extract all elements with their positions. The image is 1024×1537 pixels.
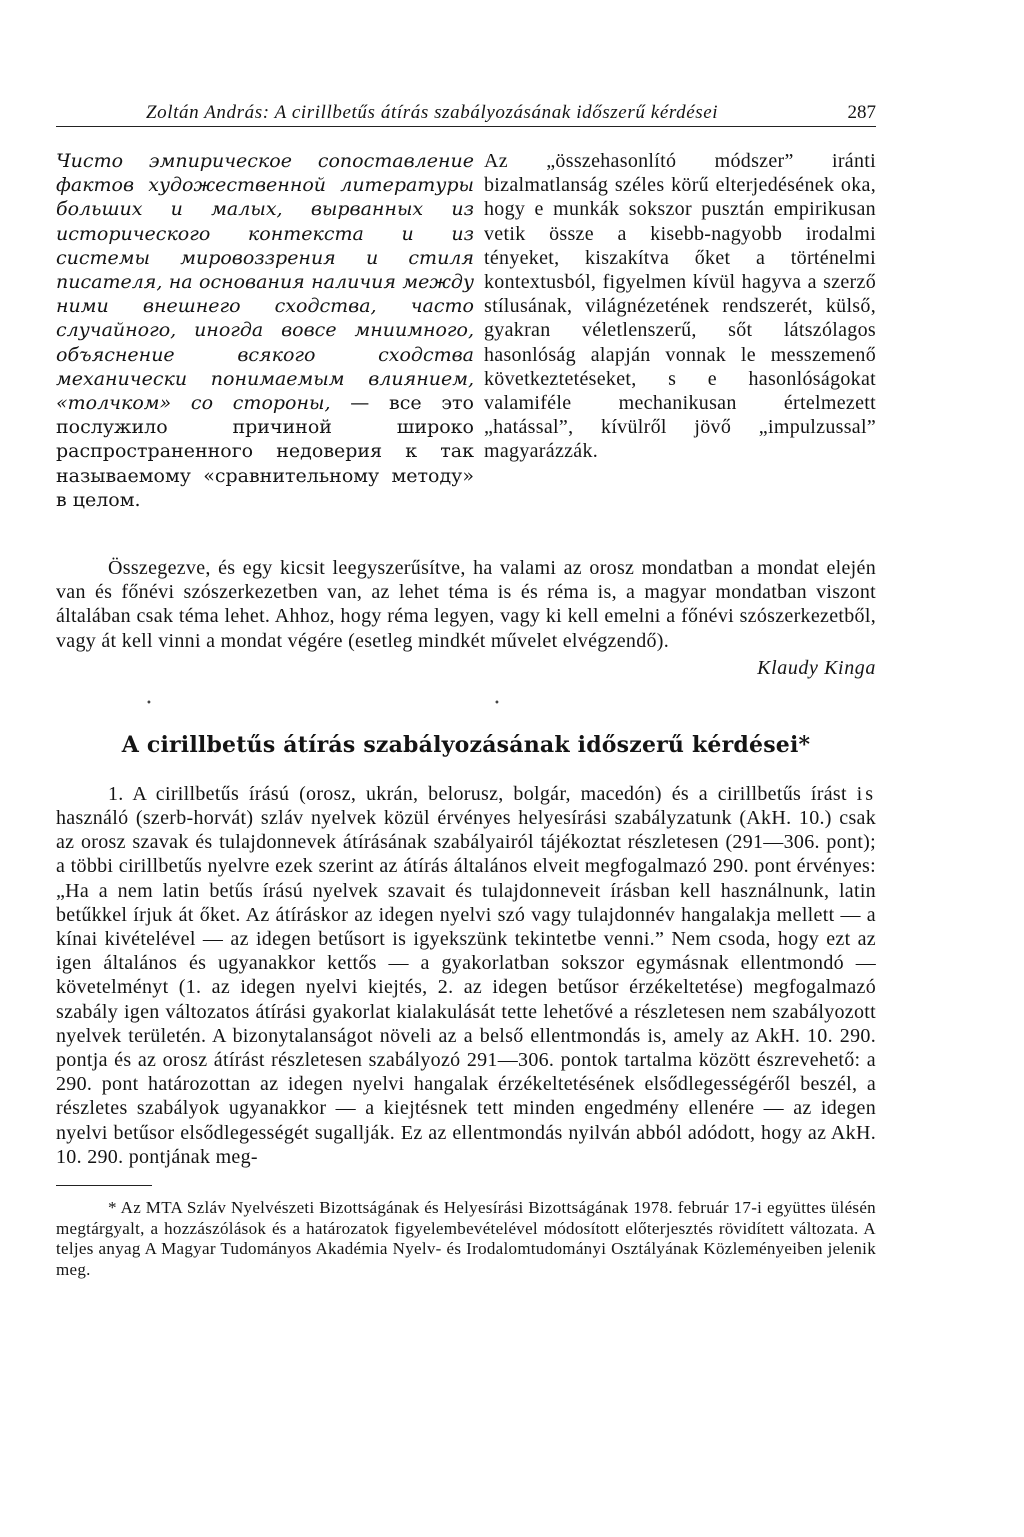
footnote: * Az MTA Szláv Nyelvészeti Bizottságának és Helyesírási Bizottságának 1978. február 17-i együttes ülésén megtárgyalt, a hozzászólások és a határozatok figyelembevételével módosított előterjesztés rövidített változata. A teljes anyag A Magyar Tudományos Akadémia Nyelv- és Irodalomtudományi Osztályának Közleményeiben jelenik meg. bbox=[56, 1198, 876, 1279]
running-title: Zoltán András: A cirillbetűs átírás szabályozásának időszerű kérdései bbox=[146, 102, 719, 123]
russian-regular-text: — все это послужило причиной широко распространенного недоверия к так называемому «сравнительному методу» в целом. bbox=[56, 392, 475, 511]
separator-dot: • bbox=[146, 697, 152, 709]
article-text-end: használó (szerb-horvát) szláv nyelvek közül érvényes helyesírási szabályzatunk (AkH. 10.) csak az orosz szavak és tulajdonnevek átírásának szabályairól tájékoztat részletesen (291—306. pont); a többi cirillbetűs nyelvre ezek szerint az átírás általános elveit megfogalmazó 290. pont érvényes: „Ha a nem latin betűs írású nyelvek szavait és tulajdonneveit írásban kell használnunk, latin betűkkel írjuk át őket. Az átíráskor az idegen nyelvi szó vagy tulajdonnév hangalakja mellett — a kínai kivételével — az idegen betűsort is igyekszünk tekintetbe venni.” Nem csoda, hogy ezt az igen általános és ugyanakkor kettős — a gyakorlatban sokszor egymásnak ellentmondó — követelményt (1. az idegen nyelvi kiejtés, 2. az idegen betűsor érzékeltetése) megfogalmazó szabály igen változatos átírási gyakorlat kialakulását tette lehetővé a részletesen nem szabályozott nyelvek területén. A bizonytalanságot növeli az a belső ellentmondás is, amely az AkH. 10. 290. pontja és az orosz átírást részletesen szabályozó 291—306. pontok tartalma között észrevehető: a 290. pont határozottan az idegen nyelvi hangalak érzékeltetésének elsődlegességéről beszél, a részletes szabályok ugyanakkor — a kiejtésnek tett minden engedmény ellenére — az idegen nyelvi betűsor elsődlegességét sugallják. Ez az ellentmondás nyilván abból adódott, hogy az AkH. 10. 290. pontjának meg- bbox=[56, 807, 876, 1168]
article-text-spaced: is bbox=[856, 782, 876, 805]
article-title: A cirillbetűs átírás szabályozásának időszerű kérdései* bbox=[121, 731, 811, 758]
page bbox=[56, 96, 876, 1280]
separator-dot: • bbox=[494, 697, 500, 709]
footnote-rule bbox=[56, 1185, 152, 1186]
page-number: 287 bbox=[847, 102, 876, 123]
article-paragraph bbox=[56, 782, 876, 1169]
separator-dots bbox=[56, 680, 876, 720]
russian-italic-text: Чисто эмпирическое сопоставление фактов художественной литературы больших и малых, вырванных из исторического контекста и из системы мировоззрения и стиля писателя, на основания наличия между ними внешнего сходства, часто случайного, иногда вовсе мниимного, объяснение всякого сходства механически понимаемым влиянием, «толчком» со стороны, bbox=[56, 150, 474, 415]
comparison-columns bbox=[56, 149, 876, 544]
running-head bbox=[56, 96, 876, 127]
article-text-start: 1. A cirillbetűs írású (orosz, ukrán, belorusz, bolgár, macedón) és a cirillbetűs írást bbox=[108, 782, 857, 805]
author-signature: Klaudy Kinga bbox=[757, 656, 876, 679]
russian-column bbox=[56, 149, 474, 512]
hungarian-column: Az „összehasonlító módszer” iránti bizalmatlanság széles körű elterjedésének oka, hogy e munkák sokszor pusztán empirikusan vetik össze a kisebb-nagyobb irodalmi tényeket, kiszakítva őket a történelmi kontextusból, figyelmen kívül hagyva a szerző stílusának, világnézetének rendszerét, külső, gyakran véletlenszerű, sőt látszólagos hasonlóság alapján vonnak le messzemenő következtetéseket, s e hasonlóságokat valamiféle mechanikusan értelmezett „hatással”, kívülről jövő „impulzussal” magyarázzák. bbox=[484, 150, 876, 463]
summary-paragraph: Összegezve, és egy kicsit leegyszerűsítve, ha valami az orosz mondatban a mondat elején van és főnévi szószerkezetben van, az lehet téma is és réma is, a magyar mondatban viszont általában csak téma lehet. Ahhoz, hogy réma legyen, vagy ki kell emelni a főnévi szószerkezetből, vagy át kell vinni a mondat végére (esetleg mindkét művelet elvégzendő). bbox=[56, 557, 876, 652]
